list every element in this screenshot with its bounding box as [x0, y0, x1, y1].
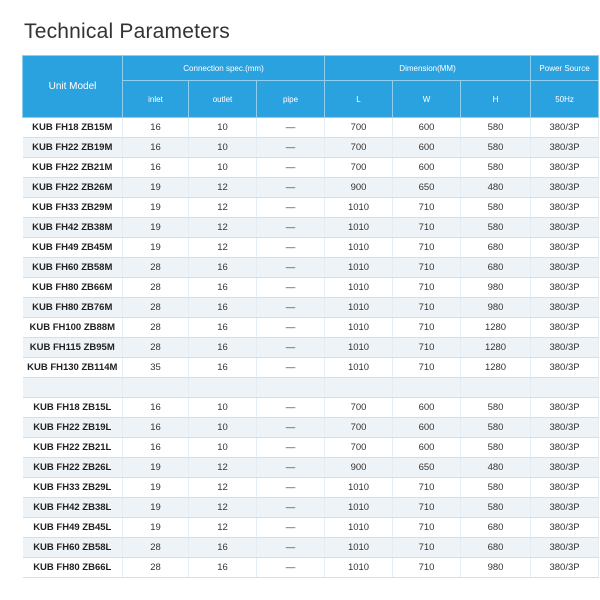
cell-power: 380/3P — [531, 418, 599, 438]
cell-outlet: 12 — [189, 498, 257, 518]
cell-height: 580 — [461, 138, 531, 158]
cell-length: 700 — [325, 398, 393, 418]
cell-width: 710 — [393, 478, 461, 498]
cell-height: 580 — [461, 478, 531, 498]
cell-outlet: 16 — [189, 558, 257, 578]
cell-height: 580 — [461, 218, 531, 238]
cell-unit-model: KUB FH49 ZB45M — [23, 238, 123, 258]
cell-unit-model: KUB FH22 ZB26M — [23, 178, 123, 198]
cell-inlet: 28 — [123, 338, 189, 358]
header-power-source: Power Source — [531, 56, 599, 81]
cell-width: 600 — [393, 438, 461, 458]
cell-power: 380/3P — [531, 198, 599, 218]
cell-outlet: 12 — [189, 238, 257, 258]
header-frequency: 50Hz — [531, 81, 599, 118]
cell-length: 900 — [325, 178, 393, 198]
cell-width: 710 — [393, 538, 461, 558]
cell-length: 1010 — [325, 558, 393, 578]
cell-width: 710 — [393, 338, 461, 358]
table-row — [23, 378, 599, 398]
cell-unit-model: KUB FH22 ZB19M — [23, 138, 123, 158]
header-connection-spec: Connection spec.(mm) — [123, 56, 325, 81]
cell-unit-model: KUB FH18 ZB15L — [23, 398, 123, 418]
cell-length: 1010 — [325, 258, 393, 278]
cell-length: 1010 — [325, 518, 393, 538]
cell-height: 580 — [461, 398, 531, 418]
cell-inlet: 16 — [123, 138, 189, 158]
table-row — [23, 558, 599, 578]
cell-width: 710 — [393, 218, 461, 238]
cell-pipe: — — [257, 278, 325, 298]
cell-unit-model: KUB FH33 ZB29L — [23, 478, 123, 498]
cell-width: 600 — [393, 418, 461, 438]
cell-unit-model: KUB FH49 ZB45L — [23, 518, 123, 538]
cell-length: 1010 — [325, 538, 393, 558]
cell-pipe: — — [257, 358, 325, 378]
table-row — [23, 218, 599, 238]
cell-height: 980 — [461, 278, 531, 298]
cell-power: 380/3P — [531, 458, 599, 478]
cell-pipe: — — [257, 178, 325, 198]
cell-unit-model: KUB FH60 ZB58L — [23, 538, 123, 558]
cell-inlet: 16 — [123, 398, 189, 418]
cell-length: 700 — [325, 438, 393, 458]
cell-power: 380/3P — [531, 238, 599, 258]
cell-length: 1010 — [325, 298, 393, 318]
cell-power: 380/3P — [531, 278, 599, 298]
cell-pipe: — — [257, 138, 325, 158]
cell-height: 480 — [461, 458, 531, 478]
cell-width: 710 — [393, 358, 461, 378]
cell-outlet: 12 — [189, 518, 257, 538]
table-row — [23, 318, 599, 338]
cell-power: 380/3P — [531, 298, 599, 318]
cell-width: 600 — [393, 398, 461, 418]
cell-power: 380/3P — [531, 498, 599, 518]
cell-pipe: — — [257, 318, 325, 338]
cell-power: 380/3P — [531, 338, 599, 358]
cell-height: 580 — [461, 198, 531, 218]
cell-power: 380/3P — [531, 398, 599, 418]
cell-width: 710 — [393, 278, 461, 298]
cell-inlet: 16 — [123, 438, 189, 458]
cell-outlet: 16 — [189, 338, 257, 358]
cell-inlet: 16 — [123, 158, 189, 178]
cell-inlet — [123, 378, 189, 398]
cell-width: 710 — [393, 518, 461, 538]
cell-height: 680 — [461, 238, 531, 258]
header-inlet: inlet — [123, 81, 189, 118]
page-title: Technical Parameters — [24, 20, 230, 43]
cell-power: 380/3P — [531, 218, 599, 238]
table-row — [23, 518, 599, 538]
cell-width: 650 — [393, 178, 461, 198]
cell-length: 1010 — [325, 478, 393, 498]
cell-outlet: 10 — [189, 398, 257, 418]
table-row — [23, 438, 599, 458]
cell-inlet: 28 — [123, 538, 189, 558]
cell-pipe: — — [257, 238, 325, 258]
cell-inlet: 19 — [123, 498, 189, 518]
table-row — [23, 398, 599, 418]
cell-inlet: 19 — [123, 458, 189, 478]
cell-length: 700 — [325, 138, 393, 158]
cell-unit-model: KUB FH22 ZB26L — [23, 458, 123, 478]
cell-width: 710 — [393, 258, 461, 278]
cell-width: 710 — [393, 318, 461, 338]
header-height: H — [461, 81, 531, 118]
cell-pipe: — — [257, 118, 325, 138]
cell-height: 1280 — [461, 318, 531, 338]
cell-outlet — [189, 378, 257, 398]
header-outlet: outlet — [189, 81, 257, 118]
cell-length: 700 — [325, 418, 393, 438]
cell-pipe: — — [257, 198, 325, 218]
cell-unit-model: KUB FH22 ZB21L — [23, 438, 123, 458]
cell-height: 980 — [461, 298, 531, 318]
cell-outlet: 16 — [189, 538, 257, 558]
cell-width: 650 — [393, 458, 461, 478]
table-row — [23, 118, 599, 138]
cell-unit-model: KUB FH130 ZB114M — [23, 358, 123, 378]
cell-length: 1010 — [325, 498, 393, 518]
cell-pipe: — — [257, 158, 325, 178]
cell-width: 600 — [393, 158, 461, 178]
cell-unit-model: KUB FH42 ZB38L — [23, 498, 123, 518]
cell-length: 900 — [325, 458, 393, 478]
cell-width: 710 — [393, 558, 461, 578]
table-row — [23, 458, 599, 478]
cell-unit-model: KUB FH80 ZB66L — [23, 558, 123, 578]
cell-pipe: — — [257, 298, 325, 318]
cell-power: 380/3P — [531, 518, 599, 538]
cell-inlet: 35 — [123, 358, 189, 378]
parameters-table — [22, 55, 599, 578]
cell-outlet: 16 — [189, 258, 257, 278]
cell-outlet: 12 — [189, 178, 257, 198]
header-length: L — [325, 81, 393, 118]
cell-power: 380/3P — [531, 118, 599, 138]
table-row — [23, 278, 599, 298]
cell-length: 1010 — [325, 278, 393, 298]
cell-length: 1010 — [325, 338, 393, 358]
cell-unit-model: KUB FH22 ZB21M — [23, 158, 123, 178]
cell-pipe: — — [257, 258, 325, 278]
cell-power: 380/3P — [531, 178, 599, 198]
cell-pipe — [257, 378, 325, 398]
cell-height: 980 — [461, 558, 531, 578]
cell-power: 380/3P — [531, 538, 599, 558]
cell-inlet: 19 — [123, 218, 189, 238]
cell-outlet: 16 — [189, 278, 257, 298]
cell-unit-model — [23, 378, 123, 398]
cell-pipe: — — [257, 538, 325, 558]
cell-pipe: — — [257, 478, 325, 498]
cell-inlet: 19 — [123, 178, 189, 198]
table-row — [23, 178, 599, 198]
cell-pipe: — — [257, 218, 325, 238]
table-row — [23, 238, 599, 258]
cell-unit-model: KUB FH18 ZB15M — [23, 118, 123, 138]
cell-pipe: — — [257, 518, 325, 538]
cell-pipe: — — [257, 558, 325, 578]
cell-pipe: — — [257, 338, 325, 358]
cell-height: 1280 — [461, 358, 531, 378]
cell-inlet: 28 — [123, 318, 189, 338]
cell-outlet: 10 — [189, 158, 257, 178]
cell-outlet: 16 — [189, 298, 257, 318]
cell-power: 380/3P — [531, 438, 599, 458]
cell-inlet: 28 — [123, 558, 189, 578]
cell-height: 580 — [461, 118, 531, 138]
cell-power: 380/3P — [531, 558, 599, 578]
cell-outlet: 10 — [189, 138, 257, 158]
cell-inlet: 19 — [123, 198, 189, 218]
cell-height: 680 — [461, 518, 531, 538]
cell-inlet: 19 — [123, 478, 189, 498]
cell-inlet: 19 — [123, 238, 189, 258]
cell-power: 380/3P — [531, 138, 599, 158]
cell-power: 380/3P — [531, 478, 599, 498]
header-dimension: Dimension(MM) — [325, 56, 531, 81]
cell-height: 580 — [461, 418, 531, 438]
table-row — [23, 298, 599, 318]
cell-unit-model: KUB FH115 ZB95M — [23, 338, 123, 358]
cell-width — [393, 378, 461, 398]
cell-inlet: 28 — [123, 258, 189, 278]
cell-height: 680 — [461, 258, 531, 278]
cell-height: 480 — [461, 178, 531, 198]
cell-outlet: 10 — [189, 118, 257, 138]
cell-inlet: 28 — [123, 298, 189, 318]
cell-length: 700 — [325, 158, 393, 178]
cell-power: 380/3P — [531, 158, 599, 178]
cell-length: 1010 — [325, 198, 393, 218]
cell-inlet: 28 — [123, 278, 189, 298]
table-row — [23, 538, 599, 558]
cell-length: 1010 — [325, 318, 393, 338]
cell-height: 580 — [461, 158, 531, 178]
cell-outlet: 10 — [189, 418, 257, 438]
cell-outlet: 12 — [189, 478, 257, 498]
cell-inlet: 19 — [123, 518, 189, 538]
cell-unit-model: KUB FH80 ZB76M — [23, 298, 123, 318]
cell-unit-model: KUB FH22 ZB19L — [23, 418, 123, 438]
cell-length: 700 — [325, 118, 393, 138]
table-row — [23, 478, 599, 498]
cell-height: 680 — [461, 538, 531, 558]
cell-height: 1280 — [461, 338, 531, 358]
cell-height: 580 — [461, 438, 531, 458]
table-row — [23, 258, 599, 278]
cell-width: 710 — [393, 498, 461, 518]
cell-power: 380/3P — [531, 318, 599, 338]
cell-width: 710 — [393, 298, 461, 318]
cell-pipe: — — [257, 418, 325, 438]
table-row — [23, 358, 599, 378]
header-unit-model: Unit Model — [23, 56, 123, 118]
table-row — [23, 158, 599, 178]
cell-power: 380/3P — [531, 358, 599, 378]
cell-pipe: — — [257, 398, 325, 418]
cell-pipe: — — [257, 438, 325, 458]
cell-length: 1010 — [325, 218, 393, 238]
cell-pipe: — — [257, 498, 325, 518]
cell-pipe: — — [257, 458, 325, 478]
cell-unit-model: KUB FH42 ZB38M — [23, 218, 123, 238]
cell-outlet: 16 — [189, 358, 257, 378]
cell-width: 710 — [393, 238, 461, 258]
cell-outlet: 12 — [189, 218, 257, 238]
cell-length: 1010 — [325, 238, 393, 258]
table-row — [23, 418, 599, 438]
cell-outlet: 10 — [189, 438, 257, 458]
table-row — [23, 198, 599, 218]
header-pipe: pipe — [257, 81, 325, 118]
cell-height: 580 — [461, 498, 531, 518]
cell-width: 600 — [393, 118, 461, 138]
cell-height — [461, 378, 531, 398]
table-row — [23, 338, 599, 358]
cell-width: 710 — [393, 198, 461, 218]
cell-length — [325, 378, 393, 398]
cell-width: 600 — [393, 138, 461, 158]
cell-outlet: 16 — [189, 318, 257, 338]
cell-outlet: 12 — [189, 458, 257, 478]
cell-power: 380/3P — [531, 258, 599, 278]
header-width: W — [393, 81, 461, 118]
table-row — [23, 138, 599, 158]
cell-unit-model: KUB FH80 ZB66M — [23, 278, 123, 298]
cell-outlet: 12 — [189, 198, 257, 218]
cell-power — [531, 378, 599, 398]
cell-unit-model: KUB FH100 ZB88M — [23, 318, 123, 338]
cell-length: 1010 — [325, 358, 393, 378]
cell-unit-model: KUB FH33 ZB29M — [23, 198, 123, 218]
cell-unit-model: KUB FH60 ZB58M — [23, 258, 123, 278]
cell-inlet: 16 — [123, 118, 189, 138]
table-row — [23, 498, 599, 518]
table-body — [23, 118, 599, 578]
cell-inlet: 16 — [123, 418, 189, 438]
